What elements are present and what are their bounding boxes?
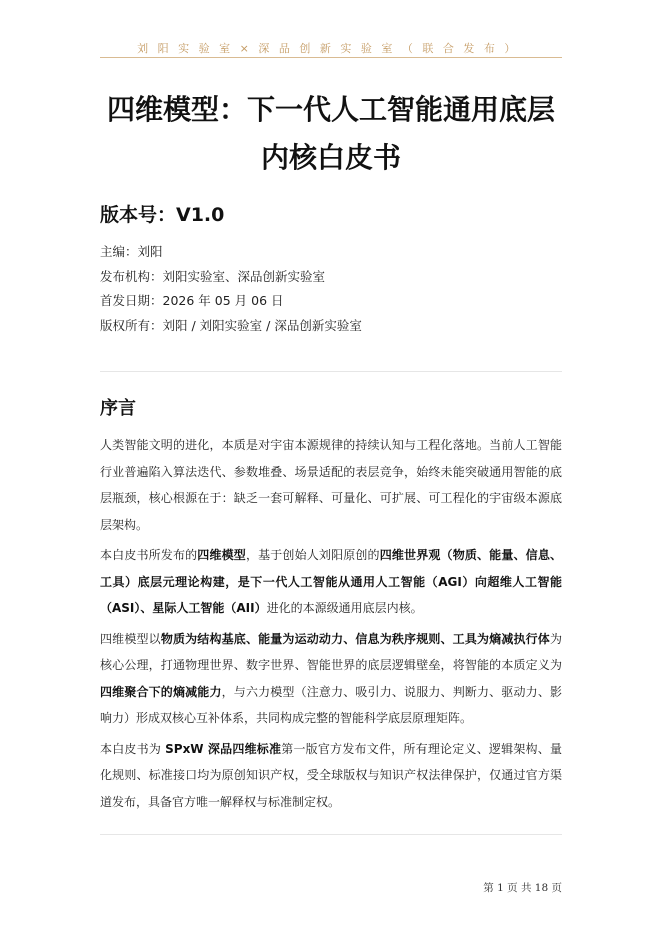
paragraph-4: 本白皮书为 SPxW 深品四维标准第一版官方发布文件，所有理论定义、逻辑架构、量化规则、标准接口均为原创知识产权，受全球版权与知识产权法律保护，仅通过官方渠道发布，具备官方唯一解释权与标准制定权。 (100, 741, 562, 809)
document-meta (100, 240, 562, 338)
preface-body (100, 432, 562, 819)
document-page (100, 0, 562, 936)
header-rule (100, 57, 562, 58)
paragraph-3: 四维模型以物质为结构基底、能量为运动动力、信息为秩序规则、工具为熵减执行体为核心公理，打通物理世界、数字世界、智能世界的底层逻辑壁垒，将智能的本质定义为四维聚合下的熵减能力，与六力模型（注意力、吸引力、说服力、判断力、驱动力、影响力）形成双核心互补体系，共同构成完整的智能科学底层原理矩阵。 (100, 631, 562, 725)
meta-editor: 主编：刘阳 (100, 244, 163, 259)
paragraph-2: 本白皮书所发布的四维模型，基于创始人刘阳原创的四维世界观（物质、能量、信息、工具）底层元理论构建，是下一代人工智能从通用人工智能（AGI）向超维人工智能（ASI）、星际人工智能（AII）进化的本源级通用底层内核。 (100, 548, 562, 615)
paragraph-1: 人类智能文明的进化，本质是对宇宙本源规律的持续认知与工程化落地。当前人工智能行业普遍陷入算法迭代、参数堆叠、场景适配的表层竞争，始终未能突破通用智能的底层瓶颈，核心根源在于：缺乏一套可解释、可量化、可扩展、可工程化的宇宙级本源底层架构。 (100, 438, 562, 532)
meta-copyright: 版权所有：刘阳 / 刘阳实验室 / 深品创新实验室 (100, 317, 362, 333)
running-header: 刘阳实验室×深品创新实验室（联合发布） (137, 42, 525, 55)
page-number: 第 1 页 共 18 页 (483, 882, 562, 894)
section-title-preface: 序言 (100, 398, 136, 419)
document-title: 四维模型：下一代人工智能通用底层内核白皮书 (106, 93, 555, 174)
version-label: 版本号：V1.0 (100, 204, 225, 226)
meta-publisher: 发布机构：刘阳实验室、深品创新实验室 (100, 268, 326, 284)
section-divider (100, 371, 562, 372)
footer-divider (100, 834, 562, 835)
meta-date: 首发日期：2026 年 05 月 06 日 (100, 293, 284, 308)
